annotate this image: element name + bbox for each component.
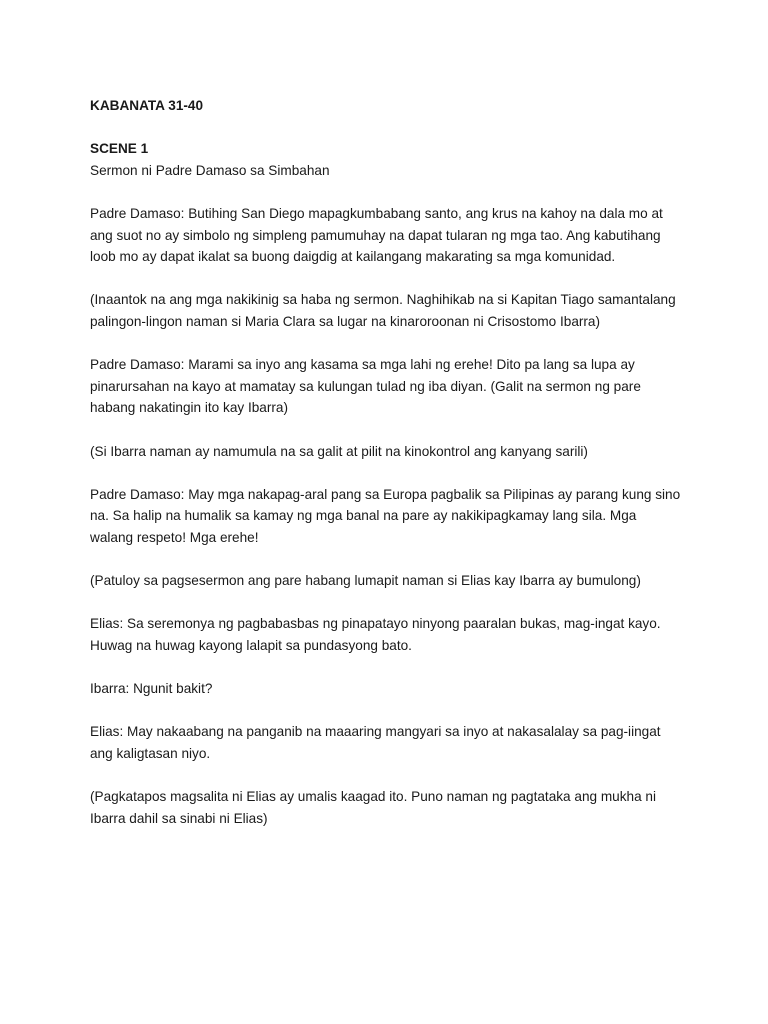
script-paragraph: [90, 289, 690, 332]
script-paragraph: [90, 570, 690, 592]
text-line: Padre Damaso: Marami sa inyo ang kasama sa mga lahi ng erehe! Dito pa lang sa lupa ay: [90, 357, 635, 373]
text-line: ang kaligtasan niyo.: [90, 745, 211, 761]
text-line: palingon-lingon naman si Maria Clara sa lugar na kinaroroonan ni Crisostomo Ibarra): [90, 313, 601, 329]
text-line: Padre Damaso: May mga nakapag-aral pang sa Europa pagbalik sa Pilipinas ay parang kung sino: [90, 486, 681, 502]
text-line: pinarursahan na kayo at mamatay sa kulungan tulad ng iba diyan. (Galit na sermon ng pare: [90, 378, 641, 394]
text-line: (Pagkatapos magsalita ni Elias ay umalis kaagad ito. Puno naman ng pagtataka ang mukha ni: [90, 789, 656, 804]
text-line: Elias: Sa seremonya ng pagbabasbas ng pinapatayo ninyong paaralan bukas, mag-ingat kayo.: [90, 616, 661, 632]
text-line: ang suot no ay simbolo ng simpleng pamumuhay na dapat tularan ng mga tao. Ang kabutihang: [90, 227, 661, 243]
text-line: walang respeto! Mga erehe!: [90, 529, 259, 545]
text-line: (Inaantok na ang mga nakikinig sa haba ng sermon. Naghihikab na si Kapitan Tiago samantalang: [90, 292, 676, 308]
text-line: habang nakatingin ito kay Ibarra): [90, 400, 288, 416]
script-paragraph: [90, 786, 690, 829]
script-paragraph: [90, 354, 690, 419]
text-line: Elias: May nakaabang na panganib na maaaring mangyari sa inyo at nakasalalay sa pag-iingat: [90, 724, 661, 740]
script-paragraph: [90, 678, 690, 700]
text-line: Ibarra: Ngunit bakit?: [90, 681, 213, 697]
script-paragraph: [90, 613, 690, 656]
script-paragraph: [90, 721, 690, 764]
scene-subtitle: Sermon ni Padre Damaso sa Simbahan: [90, 162, 330, 178]
text-line: (Si Ibarra naman ay namumula na sa galit at pilit na kinokontrol ang kanyang sarili): [90, 443, 588, 459]
text-line: na. Sa halip na humalik sa kamay ng mga banal na pare ay nakikipagkamay lang sila. Mga: [90, 508, 637, 524]
scene-label: SCENE 1: [90, 141, 149, 157]
script-body: [90, 203, 690, 829]
text-line: loob mo ay dapat ikalat sa buong daigdig at kailangang makarating sa mga komunidad.: [90, 249, 616, 265]
text-line: Huwag na huwag kayong lalapit sa pundasyong bato.: [90, 637, 412, 653]
chapter-header: [90, 95, 690, 117]
text-line: Padre Damaso: Butihing San Diego mapagkumbabang santo, ang krus na kahoy na dala mo at: [90, 205, 663, 221]
chapter-title: KABANATA 31-40: [90, 98, 204, 113]
script-paragraph: [90, 441, 690, 463]
text-line: (Patuloy sa pagsesermon ang pare habang lumapit naman si Elias kay Ibarra ay bumulong): [90, 573, 641, 589]
document-page: [90, 95, 690, 851]
text-line: Ibarra dahil sa sinabi ni Elias): [90, 810, 268, 826]
script-paragraph: [90, 484, 690, 549]
scene-header: [90, 138, 690, 181]
script-paragraph: [90, 203, 690, 268]
